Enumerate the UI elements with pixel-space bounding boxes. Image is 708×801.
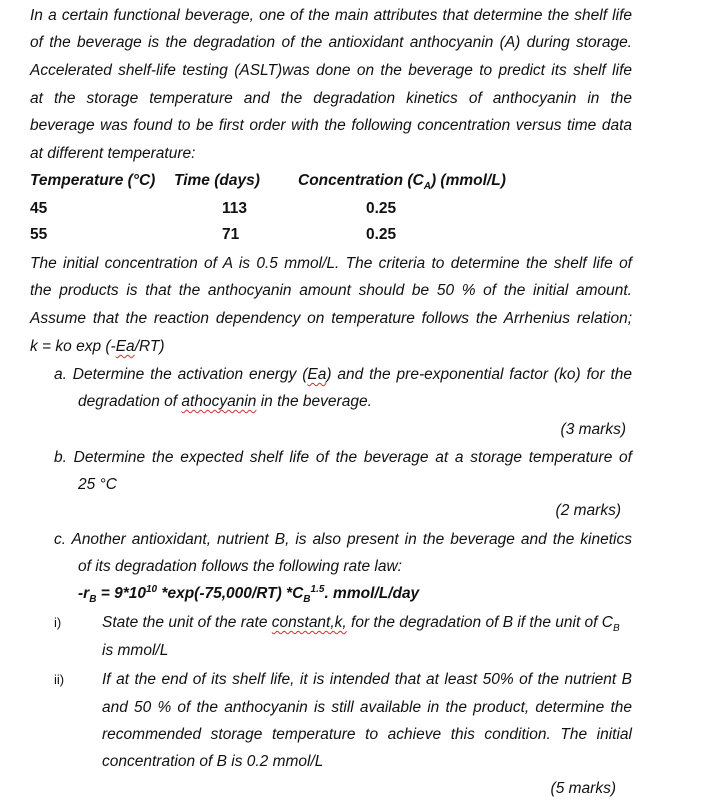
table-cell-conc: 0.25 bbox=[366, 226, 397, 243]
arrhenius-equation: k = ko exp (-Ea/RT) bbox=[30, 338, 165, 355]
question-cii-line-4: concentration of B is 0.2 mmol/L bbox=[102, 753, 324, 770]
table-header-temperature: Temperature (°C) bbox=[30, 172, 156, 189]
after-line-1: The initial concentration of A is 0.5 mmol/L. The criteria to determine the shelf life of bbox=[30, 255, 632, 272]
intro-line-5: beverage was found to be first order with the following concentration versus time data bbox=[30, 117, 632, 134]
table-header-time: Time (days) bbox=[174, 172, 260, 189]
marks-b: (2 marks) bbox=[555, 502, 621, 519]
question-b-line-2: 25 °C bbox=[78, 476, 117, 493]
question-cii-line-1: If at the end of its shelf life, it is intended that at least 50% of the nutrient B bbox=[102, 671, 632, 688]
table-header-concentration: Concentration $(C_A)$ (mmol/L) bbox=[298, 172, 506, 193]
question-c-line-1: c. Another antioxidant, nutrient B, is also present in the beverage and the kinetics bbox=[54, 531, 632, 548]
question-a-line-1: a. Determine the activation energy (Ea) and the pre-exponential factor (ko) for the bbox=[54, 366, 632, 383]
table-cell-temp: 55 bbox=[30, 226, 48, 243]
table-cell-time: 71 bbox=[222, 226, 240, 243]
rate-law-equation: $-r_B = 9*10^{10}$ *exp(-75,000/RT) $*C_B^{1.5}$. mmol/L/day bbox=[78, 583, 420, 606]
question-cii-line-2: and 50 % of the anthocyanin is still available in the product, determine the bbox=[102, 699, 632, 716]
after-line-3: Assume that the reaction dependency on temperature follows the Arrhenius relation; bbox=[30, 310, 632, 327]
table-cell-temp: 45 bbox=[30, 200, 48, 217]
marks-c: (5 marks) bbox=[550, 780, 616, 797]
question-a-line-2: degradation of athocyanin in the beverage. bbox=[78, 393, 372, 410]
question-ci-line-1: State the unit of the rate constant,k, for the degradation of B if the unit of $C_B$ bbox=[102, 614, 620, 635]
question-b-line-1: b. Determine the expected shelf life of the beverage at a storage temperature of bbox=[54, 449, 632, 466]
intro-line-4: at the storage temperature and the degradation kinetics of anthocyanin in the bbox=[30, 90, 632, 107]
question-c-line-2: of its degradation follows the following rate law: bbox=[78, 558, 402, 575]
intro-line-1: In a certain functional beverage, one of the main attributes that determine the shelf life bbox=[30, 7, 632, 24]
sub-question-label: i) bbox=[54, 615, 62, 630]
question-cii-line-3: recommended storage temperature to achieve this condition. The initial bbox=[102, 726, 632, 743]
after-line-2: the products is that the anthocyanin amount should be 50 % of the initial amount. bbox=[30, 282, 632, 299]
marks-a: (3 marks) bbox=[560, 421, 626, 438]
intro-line-6: at different temperature: bbox=[30, 145, 196, 162]
table-cell-time: 113 bbox=[222, 200, 248, 217]
table-cell-conc: 0.25 bbox=[366, 200, 397, 217]
sub-question-label: ii) bbox=[54, 672, 65, 687]
question-ci-line-2: is mmol/L bbox=[102, 642, 169, 659]
intro-line-2: of the beverage is the degradation of the antioxidant anthocyanin (A) during storage. bbox=[30, 34, 632, 51]
intro-line-3: Accelerated shelf-life testing (ASLT)was done on the beverage to predict its shelf life bbox=[30, 62, 632, 79]
